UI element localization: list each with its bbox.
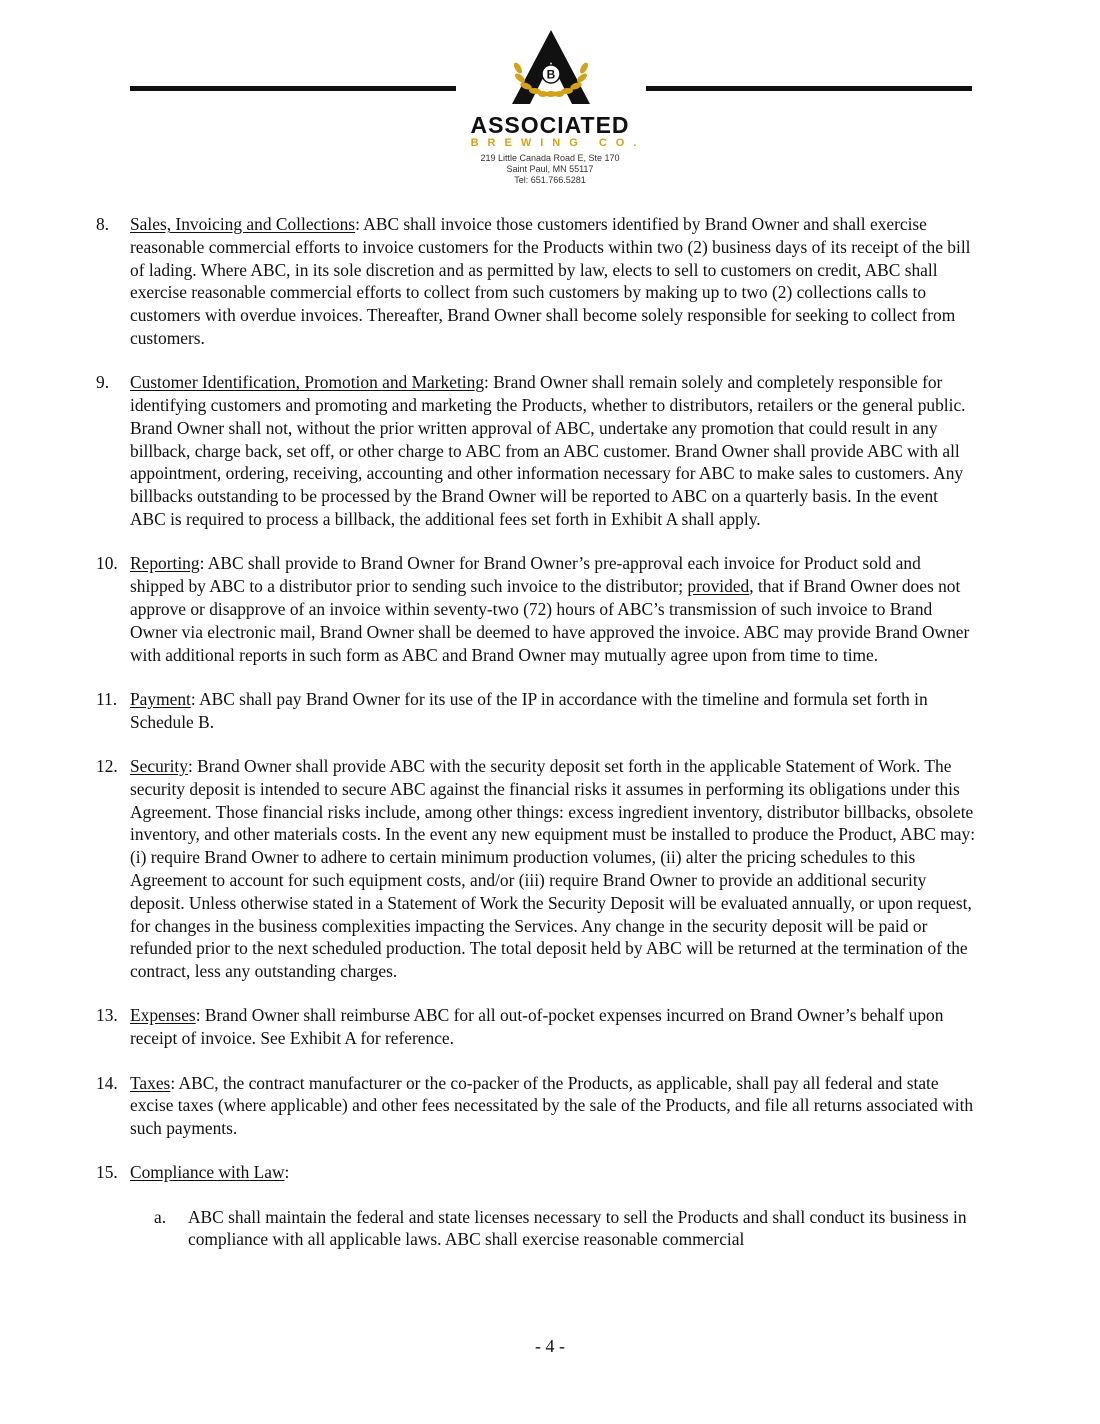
- section-heading: Expenses: [130, 1005, 196, 1026]
- section-number: 11.: [96, 688, 118, 709]
- company-logo-icon: [508, 28, 594, 106]
- section-13: [96, 1004, 976, 1050]
- section-heading: Compliance with Law: [130, 1162, 285, 1183]
- section-heading: Security: [130, 755, 188, 776]
- section-number: 12.: [96, 755, 118, 776]
- subsection-text: ABC shall maintain the federal and state licenses necessary to sell the Products and shall conduct its business in compliance with all applicable laws. ABC shall exercise reasonable commercial: [188, 1206, 967, 1250]
- subsection-number: a.: [154, 1206, 167, 1227]
- section-number: 13.: [96, 1005, 118, 1026]
- section-heading: Reporting: [130, 553, 200, 574]
- section-number: 14.: [96, 1072, 118, 1093]
- company-subtitle: BREWING CO.: [470, 137, 646, 149]
- document-body: [96, 213, 976, 1251]
- section-heading: Sales, Invoicing and Collections: [130, 214, 356, 234]
- section-text: : ABC shall pay Brand Owner for its use of the IP in accordance with the timeline and formula set forth in Schedule B.: [130, 688, 928, 732]
- subsection-a: [96, 1206, 976, 1252]
- section-number: 8.: [96, 214, 110, 234]
- address-line-1: 219 Little Canada Road E, Ste 170: [480, 153, 620, 163]
- company-address: [400, 153, 700, 186]
- section-number: 10.: [96, 553, 118, 574]
- section-heading: Customer Identification, Promotion and Marketing: [130, 372, 485, 393]
- section-heading: Taxes: [130, 1072, 171, 1093]
- section-text-continued: , that if Brand Owner does not approve or disapprove of an invoice within seventy-two (72) hours of ABC’s transmission of such invoice to Brand Owner via electronic mail, Brand Owner shall be deemed to have approved the invoice. ABC may provide Brand Owner with additional reports in such form as ABC and Brand Owner may mutually agree upon from time to time.: [130, 576, 970, 665]
- section-heading: Payment: [130, 688, 191, 709]
- section-10: [96, 552, 976, 666]
- section-14: [96, 1072, 976, 1140]
- section-text: : Brand Owner shall remain solely and completely responsible for identifying customers and promoting and marketing the Products, whether to distributors, retailers or the general public. Brand Owner shall not, without the prior written approval of ABC, undertake any promotion that could result in any billback, charge back, set off, or other charge to ABC from an ABC customer. Brand Owner shall provide ABC with all appointment, ordering, receiving, accounting and other information necessary for ABC to make sales to customers. Any billbacks outstanding to be processed by the Brand Owner will be reported to ABC on a quarterly basis. In the event ABC is required to process a billback, the additional fees set forth in Exhibit A shall apply.: [130, 372, 966, 530]
- section-text: : ABC shall provide to Brand Owner for Brand Owner’s pre-approval each invoice for Product sold and shipped by ABC to a distributor prior to sending such invoice to the distributor;: [130, 553, 921, 597]
- section-number: 15.: [96, 1162, 118, 1183]
- logo-letter: B: [546, 67, 556, 82]
- section-text: :: [284, 1162, 290, 1183]
- section-9: [96, 371, 976, 531]
- section-8: [96, 213, 976, 350]
- section-number: 9.: [96, 372, 110, 393]
- section-12: [96, 755, 976, 983]
- section-15: [96, 1161, 976, 1184]
- header-rule-left: [130, 86, 456, 91]
- address-line-2: Saint Paul, MN 55117: [506, 164, 594, 174]
- section-text: : Brand Owner shall provide ABC with the security deposit set forth in the applicable Statement of Work. The security deposit is intended to secure ABC against the financial risks it assumes in performing its obligations under this Agreement. Those financial risks include, among other things: excess ingredient inventory, distributor billbacks, obsolete inventory, and other materials costs. In the event any new equipment must be installed to produce the Product, ABC may: (i) require Brand Owner to adhere to certain minimum production volumes, (ii) alter the pricing schedules to this Agreement to account for such equipment costs, and/or (iii) require Brand Owner to provide an additional security deposit. Unless otherwise stated in a Statement of Work the Security Deposit will be evaluated annually, or upon request, for changes in the business complexities impacting the Services. Any change in the security deposit will be paid or refunded prior to the next scheduled production. The total deposit held by ABC will be returned at the termination of the contract, less any outstanding charges.: [130, 755, 976, 982]
- section-11: [96, 688, 976, 734]
- header-rule-right: [646, 86, 972, 91]
- section-text: : Brand Owner shall reimburse ABC for all out-of-pocket expenses incurred on Brand Owner’s behalf upon receipt of invoice. See Exhibit A for reference.: [130, 1005, 944, 1049]
- address-line-3: Tel: 651.766.5281: [514, 175, 586, 185]
- section-text: : ABC shall invoice those customers identified by Brand Owner and shall exercise reasonable commercial efforts to invoice customers for the Products within two (2) business days of its receipt of the bill of lading. Where ABC, in its sole discretion and as permitted by law, elects to sell to customers on credit, ABC shall exercise reasonable commercial efforts to collect from such customers by making up to two (2) collections calls to customers with overdue invoices. Thereafter, Brand Owner shall become solely responsible for seeking to collect from customers.: [130, 214, 971, 348]
- letterhead: [0, 0, 1100, 200]
- inline-underlined-term: provided: [687, 576, 750, 597]
- section-text: : ABC, the contract manufacturer or the co-packer of the Products, as applicable, shall pay all federal and state excise taxes (where applicable) and other fees necessitated by the sale of the Products, and file all returns associated with such payments.: [130, 1072, 974, 1139]
- page-number: - 4 -: [535, 1336, 565, 1356]
- company-name: ASSOCIATED: [470, 112, 630, 138]
